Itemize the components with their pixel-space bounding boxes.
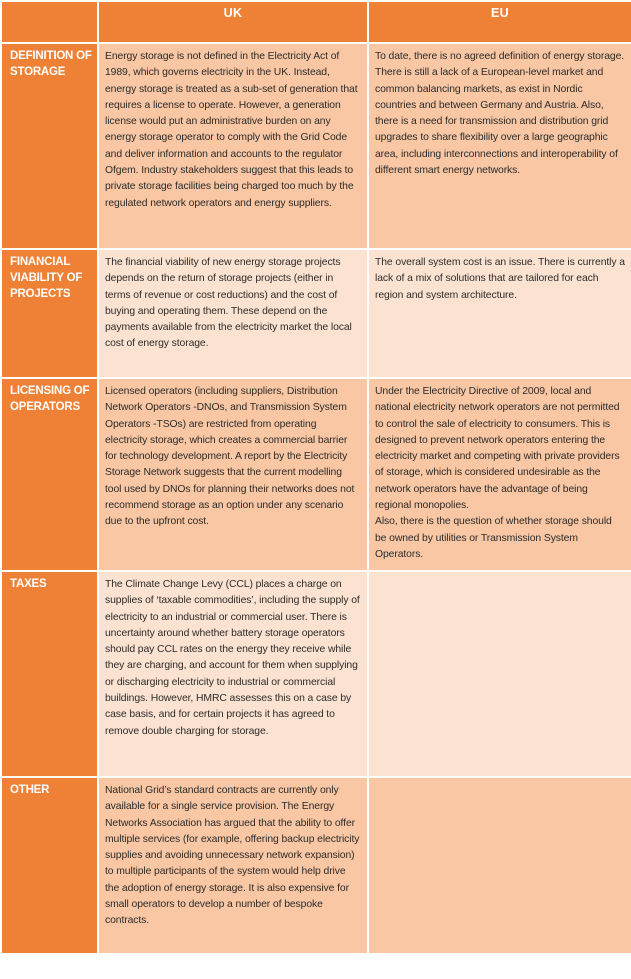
row-label-financial: FINANCIAL VIABILITY OF PROJECTS xyxy=(1,249,98,378)
uk-text-definition: Energy storage is not defined in the Electricity Act of 1989, which governs electricity in the UK. Instead, energy storage is treated as a sub-set of generation that requires a license to operate. However, a generation license would put an administrative burden on any energy storage operator to comply with the Grid Code and deliver information and accounts to the regulator Ofgem. Industry stakeholders suggest that this leads to private storage facilities being charged too much by the regulated network operators and energy suppliers. xyxy=(105,51,358,209)
uk-text-licensing: Licensed operators (including suppliers, Distribution Network Operators -DNOs, and Transmission System Operators -TSOs) are restricted from operating electricity storage, which creates a commercial barrier for technology development. A report by the Electricity Storage Network suggests that the current modelling tool used by DNOs for planning their networks does not recommend storage as an option under any scenario due to the upfront cost. xyxy=(105,386,355,528)
eu-cell-financial xyxy=(368,249,631,378)
uk-cell-financial xyxy=(98,249,368,378)
uk-cell-other xyxy=(98,777,368,954)
eu-text-licensing: Under the Electricity Directive of 2009, local and national electricity network operators are not permitted to control the sale of electricity to consumers. This is designed to prevent network operators entering the electricity market and competing with private providers of storage, which is considered undesirable as the network operators have the advantage of being regional monopolies. Also, there is the question of whether storage should be owned by utilities or Transmission System Operators. xyxy=(375,386,620,560)
row-definition-of-storage xyxy=(1,43,631,249)
eu-cell-other xyxy=(368,777,631,954)
uk-text-financial: The financial viability of new energy storage projects depends on the return of storage projects (either in terms of revenue or cost reductions) and the cost of buying and operating them. These depend on the payments available from the electricity market the local cost of energy storage. xyxy=(105,257,352,350)
row-label-definition: DEFINITION OF STORAGE xyxy=(1,43,98,249)
uk-text-other: National Grid’s standard contracts are currently only available for a single service provision. The Energy Networks Association has argued that the ability to offer multiple services (for example, offering backup electricity supplies and avoiding unnecessary network expansion) to multiple participants of the system would help drive the adoption of energy storage. It is also expensive for small operators to develop a number of bespoke contracts. xyxy=(105,785,360,927)
header-eu: EU xyxy=(368,1,631,43)
header-corner-cell xyxy=(1,1,98,43)
uk-cell-licensing xyxy=(98,378,368,571)
header-row xyxy=(1,1,631,43)
eu-cell-definition xyxy=(368,43,631,249)
row-other xyxy=(1,777,631,954)
eu-cell-licensing xyxy=(368,378,631,571)
row-label-licensing: LICENSING OF OPERATORS xyxy=(1,378,98,571)
eu-text-definition: To date, there is no agreed definition of energy storage. There is still a lack of a European-level market and common balancing markets, as exist in Nordic countries and between Germany and Austria. Also, there is a need for transmission and distribution grid upgrades to share flexibility over a large geographic area, including interconnections and interoperability of different smart energy networks. xyxy=(375,51,625,177)
row-financial-viability xyxy=(1,249,631,378)
uk-text-taxes: The Climate Change Levy (CCL) places a charge on supplies of ‘taxable commodities’, including the supply of electricity to an industrial or commercial user. There is uncertainty around whether battery storage operators should pay CCL rates on the energy they receive while they are charging, and account for them when supplying or discharging electricity to industrial or commercial buildings. However, HMRC assesses this on a case by case basis, and for certain projects it has agreed to remove double charging for storage. xyxy=(105,579,360,737)
header-uk: UK xyxy=(98,1,368,43)
row-licensing-of-operators xyxy=(1,378,631,571)
eu-text-financial: The overall system cost is an issue. There is currently a lack of a mix of solutions that are tailored for each region and system architecture. xyxy=(375,257,625,301)
uk-cell-definition xyxy=(98,43,368,249)
row-label-other: OTHER xyxy=(1,777,98,954)
row-label-taxes: TAXES xyxy=(1,571,98,777)
eu-cell-taxes xyxy=(368,571,631,777)
uk-cell-taxes xyxy=(98,571,368,777)
row-taxes xyxy=(1,571,631,777)
